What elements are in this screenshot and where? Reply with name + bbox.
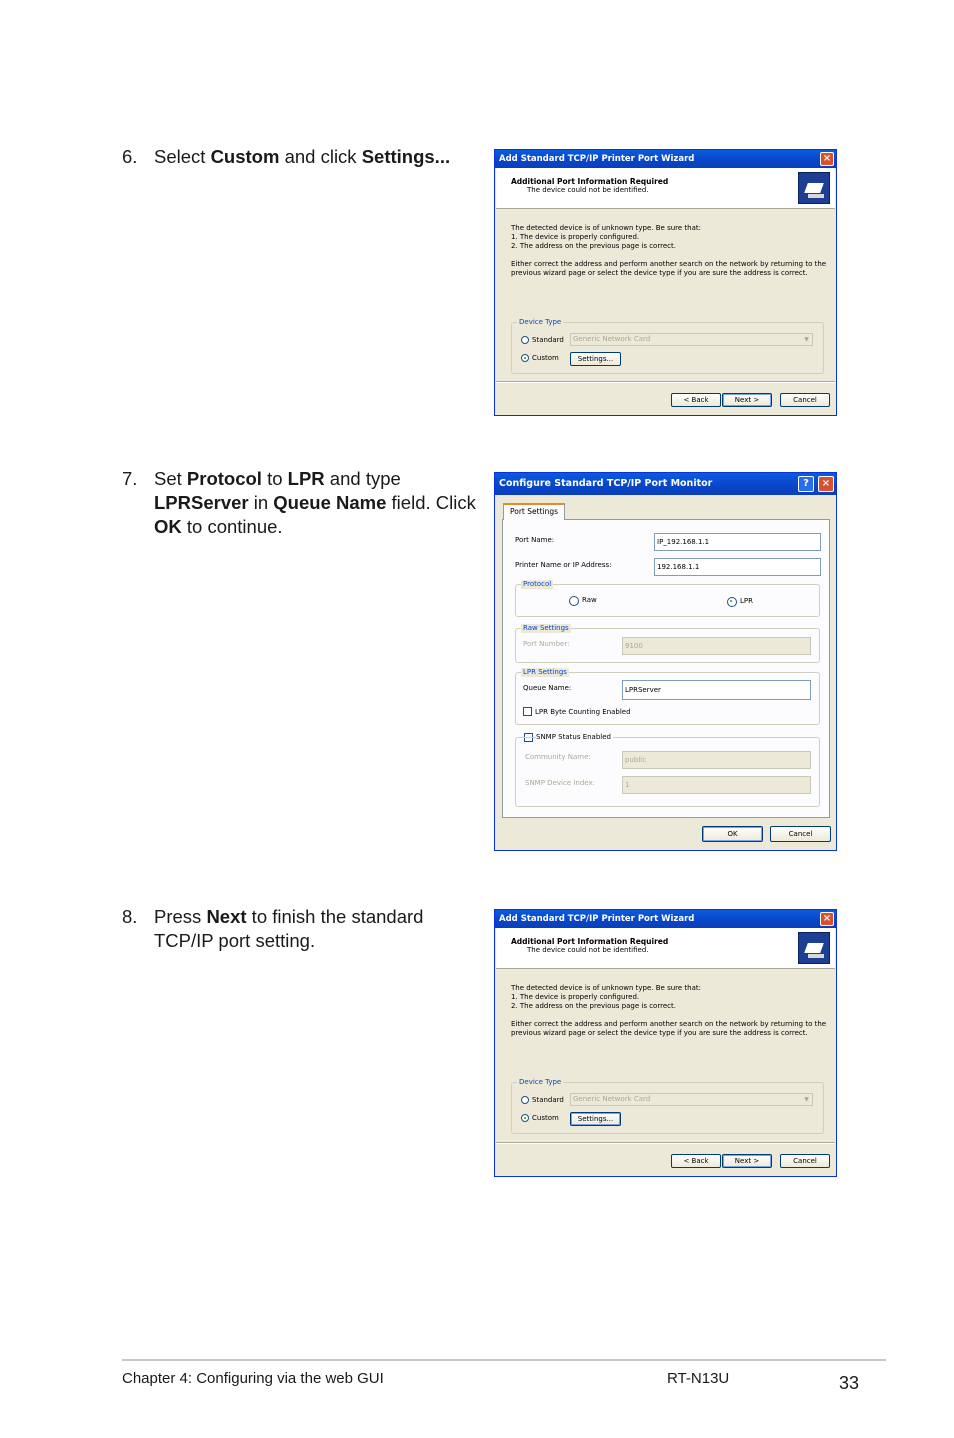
port-number-input: 9100 [622, 637, 811, 655]
standard-radio[interactable] [521, 336, 529, 344]
byte-counting-checkbox[interactable] [523, 707, 532, 716]
port-wizard-dialog [494, 149, 837, 416]
header-title: Additional Port Information Required [511, 937, 669, 946]
header-subtitle: The device could not be identified. [527, 946, 649, 954]
standard-radio[interactable] [521, 1096, 529, 1104]
divider [496, 381, 835, 383]
snmp-group [515, 737, 820, 807]
standard-select: Generic Network Card ▼ [570, 333, 813, 346]
standard-select: Generic Network Card ▼ [570, 1093, 813, 1106]
port-wizard-dialog [494, 909, 837, 1177]
step-text: Select Custom and click Settings... [154, 146, 451, 167]
custom-label: Custom [532, 354, 559, 362]
snmp-index-input: 1 [622, 776, 811, 794]
byte-counting-label: LPR Byte Counting Enabled [535, 708, 631, 716]
close-icon[interactable]: × [818, 476, 834, 492]
community-name-input: public [622, 751, 811, 769]
lpr-radio[interactable] [727, 597, 737, 607]
dialog-title-bar: Add Standard TCP/IP Printer Port Wizard × [495, 150, 836, 168]
step-number: 8. [122, 906, 138, 927]
custom-label: Custom [532, 1114, 559, 1122]
next-button[interactable]: Next > [722, 393, 772, 407]
step-number: 6. [122, 146, 138, 167]
close-icon[interactable]: × [820, 912, 834, 926]
wizard-description: The detected device is of unknown type. Be sure that: 1. The device is properly configured. 2. The address on the previous page is correct. [511, 224, 701, 250]
device-type-group: Device Type Standard Generic Network Card ▼ Custom Settings... [511, 322, 824, 374]
wizard-header [496, 928, 835, 969]
cancel-button[interactable]: Cancel [780, 1154, 830, 1168]
raw-radio[interactable] [569, 596, 579, 606]
cancel-button[interactable]: Cancel [770, 826, 831, 842]
lpr-settings-group: LPR Settings Queue Name: LPRServer LPR Byte Counting Enabled [515, 672, 820, 725]
port-number-label: Port Number: [523, 640, 570, 648]
queue-name-label: Queue Name: [523, 684, 572, 692]
settings-button[interactable]: Settings... [570, 352, 621, 366]
step-text: Press Next to finish the standard TCP/IP port setting. [154, 906, 424, 951]
header-subtitle: The device could not be identified. [527, 186, 649, 194]
protocol-group: Protocol Raw LPR [515, 584, 820, 617]
custom-radio[interactable] [521, 354, 529, 362]
standard-label: Standard [532, 336, 564, 344]
chevron-down-icon: ▼ [804, 1096, 809, 1103]
close-icon[interactable]: × [820, 152, 834, 166]
device-type-group: Device Type Standard Generic Network Card ▼ Custom Settings... [511, 1082, 824, 1134]
standard-label: Standard [532, 1096, 564, 1104]
footer-chapter: Chapter 4: Configuring via the web GUI [122, 1370, 384, 1387]
page-number: 33 [839, 1373, 860, 1393]
printer-network-icon [798, 172, 830, 204]
printer-address-input[interactable]: 192.168.1.1 [654, 558, 821, 576]
dialog-title-bar: Configure Standard TCP/IP Port Monitor ? × [495, 473, 836, 495]
port-name-label: Port Name: [515, 536, 555, 544]
next-button[interactable]: Next > [722, 1154, 772, 1168]
custom-radio[interactable] [521, 1114, 529, 1122]
step-text: Set Protocol to LPR and type LPRServer in Queue Name field. Click OK to continue. [154, 468, 476, 537]
dialog-title-bar: Add Standard TCP/IP Printer Port Wizard × [495, 910, 836, 928]
step-number: 7. [122, 468, 138, 489]
printer-address-label: Printer Name or IP Address: [515, 561, 612, 569]
settings-button[interactable]: Settings... [570, 1112, 621, 1126]
chevron-down-icon: ▼ [804, 336, 809, 343]
printer-network-icon [798, 932, 830, 964]
back-button[interactable]: < Back [671, 1154, 721, 1168]
header-title: Additional Port Information Required [511, 177, 669, 186]
wizard-instructions: Either correct the address and perform another search on the network by returning to the previous wizard page or select the device type if you are sure the address is correct. [511, 1020, 827, 1037]
ok-button[interactable]: OK [702, 826, 763, 842]
footer-model: RT-N13U [667, 1370, 730, 1387]
lpr-label: LPR [740, 597, 753, 605]
queue-name-input[interactable]: LPRServer [622, 680, 811, 700]
port-settings-panel [502, 519, 830, 818]
help-icon[interactable]: ? [798, 476, 814, 492]
community-name-label: Community Name: [525, 753, 591, 761]
divider [496, 1142, 835, 1144]
port-monitor-dialog [494, 472, 837, 851]
port-name-input[interactable]: IP_192.168.1.1 [654, 533, 821, 551]
cancel-button[interactable]: Cancel [780, 393, 830, 407]
wizard-description: The detected device is of unknown type. Be sure that: 1. The device is properly configured. 2. The address on the previous page is correct. [511, 984, 701, 1010]
wizard-header [496, 168, 835, 209]
raw-label: Raw [582, 596, 597, 604]
snmp-label: SNMP Status Enabled [536, 733, 611, 741]
back-button[interactable]: < Back [671, 393, 721, 407]
tab-port-settings[interactable]: Port Settings [503, 503, 565, 520]
raw-settings-group: Raw Settings Port Number: 9100 [515, 628, 820, 663]
snmp-index-label: SNMP Device Index: [525, 779, 595, 787]
wizard-instructions: Either correct the address and perform another search on the network by returning to the previous wizard page or select the device type if you are sure the address is correct. [511, 260, 827, 277]
footer-divider [122, 1359, 886, 1361]
